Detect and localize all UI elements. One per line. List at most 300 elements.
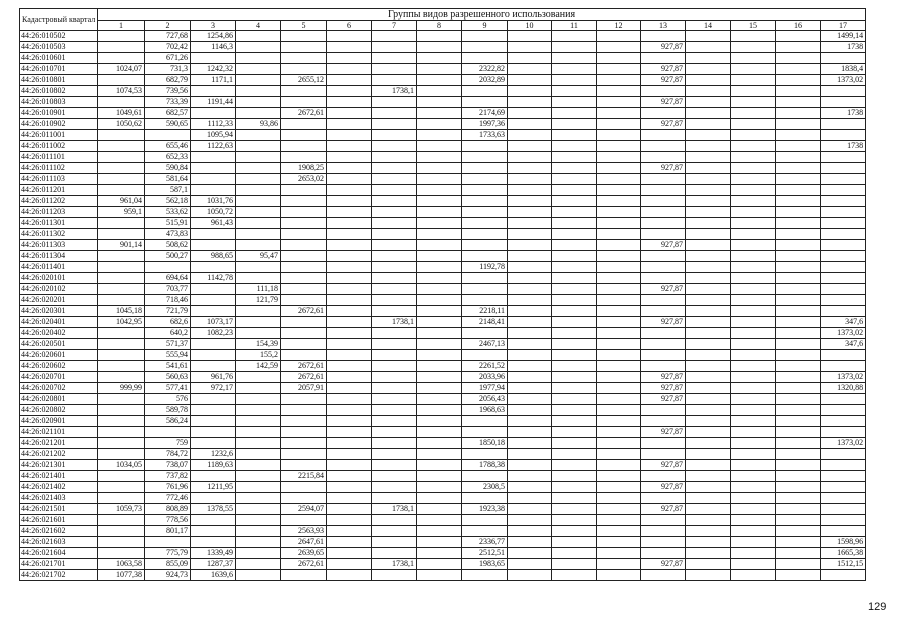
value-cell: 927,87 bbox=[641, 64, 686, 75]
value-cell: 640,2 bbox=[145, 328, 191, 339]
value-cell: 1254,86 bbox=[191, 31, 236, 42]
kvartal-cell: 44:26:020101 bbox=[20, 273, 98, 284]
value-cell: 1339,49 bbox=[191, 548, 236, 559]
value-cell bbox=[327, 119, 372, 130]
value-cell bbox=[462, 218, 508, 229]
value-cell bbox=[821, 262, 866, 273]
value-cell: 1050,62 bbox=[98, 119, 145, 130]
value-cell bbox=[327, 108, 372, 119]
value-cell bbox=[372, 416, 417, 427]
value-cell: 1146,3 bbox=[191, 42, 236, 53]
value-cell bbox=[686, 515, 731, 526]
value-cell bbox=[236, 229, 281, 240]
value-cell bbox=[462, 97, 508, 108]
value-cell bbox=[417, 218, 462, 229]
value-cell bbox=[236, 570, 281, 581]
value-cell: 2033,96 bbox=[462, 372, 508, 383]
value-cell bbox=[552, 185, 597, 196]
value-cell: 1665,38 bbox=[821, 548, 866, 559]
value-cell bbox=[236, 97, 281, 108]
value-cell bbox=[327, 438, 372, 449]
value-cell bbox=[462, 284, 508, 295]
value-cell bbox=[236, 427, 281, 438]
value-cell bbox=[98, 427, 145, 438]
value-cell bbox=[731, 64, 776, 75]
value-cell bbox=[552, 97, 597, 108]
table-row bbox=[20, 119, 866, 130]
value-cell bbox=[327, 471, 372, 482]
value-cell bbox=[821, 185, 866, 196]
value-cell bbox=[191, 339, 236, 350]
column-number-8: 8 bbox=[417, 21, 462, 31]
value-cell bbox=[776, 460, 821, 471]
value-cell bbox=[145, 130, 191, 141]
value-cell: 95,47 bbox=[236, 251, 281, 262]
value-cell bbox=[776, 361, 821, 372]
value-cell bbox=[327, 482, 372, 493]
value-cell bbox=[731, 449, 776, 460]
kvartal-cell: 44:26:011304 bbox=[20, 251, 98, 262]
value-cell: 1968,63 bbox=[462, 405, 508, 416]
value-cell bbox=[372, 42, 417, 53]
value-cell bbox=[98, 218, 145, 229]
value-cell bbox=[776, 559, 821, 570]
value-cell bbox=[417, 141, 462, 152]
value-cell: 972,17 bbox=[191, 383, 236, 394]
value-cell bbox=[552, 53, 597, 64]
value-cell bbox=[98, 97, 145, 108]
value-cell bbox=[372, 229, 417, 240]
value-cell bbox=[731, 152, 776, 163]
value-cell bbox=[417, 328, 462, 339]
value-cell bbox=[508, 130, 552, 141]
value-cell bbox=[236, 460, 281, 471]
value-cell bbox=[641, 328, 686, 339]
value-cell: 1923,38 bbox=[462, 504, 508, 515]
value-cell bbox=[327, 460, 372, 471]
value-cell bbox=[508, 460, 552, 471]
value-cell bbox=[821, 361, 866, 372]
value-cell bbox=[776, 537, 821, 548]
value-cell bbox=[236, 64, 281, 75]
value-cell bbox=[731, 108, 776, 119]
value-cell bbox=[281, 493, 327, 504]
value-cell bbox=[686, 174, 731, 185]
value-cell bbox=[641, 361, 686, 372]
value-cell bbox=[641, 570, 686, 581]
value-cell bbox=[98, 141, 145, 152]
value-cell bbox=[508, 97, 552, 108]
value-cell bbox=[552, 493, 597, 504]
value-cell bbox=[776, 97, 821, 108]
value-cell bbox=[508, 427, 552, 438]
value-cell bbox=[327, 372, 372, 383]
value-cell bbox=[597, 427, 641, 438]
value-cell bbox=[417, 449, 462, 460]
column-number-14: 14 bbox=[686, 21, 731, 31]
value-cell bbox=[641, 262, 686, 273]
value-cell: 1122,63 bbox=[191, 141, 236, 152]
value-cell: 1042,95 bbox=[98, 317, 145, 328]
value-cell bbox=[327, 526, 372, 537]
value-cell bbox=[417, 64, 462, 75]
kvartal-cell: 44:26:011002 bbox=[20, 141, 98, 152]
value-cell bbox=[641, 526, 686, 537]
value-cell bbox=[776, 515, 821, 526]
value-cell bbox=[508, 570, 552, 581]
table-row bbox=[20, 229, 866, 240]
value-cell bbox=[417, 108, 462, 119]
value-cell bbox=[776, 229, 821, 240]
column-number-5: 5 bbox=[281, 21, 327, 31]
value-cell bbox=[417, 229, 462, 240]
value-cell bbox=[597, 185, 641, 196]
value-cell: 1598,96 bbox=[821, 537, 866, 548]
value-cell bbox=[327, 548, 372, 559]
value-cell bbox=[597, 350, 641, 361]
value-cell: 1077,38 bbox=[98, 570, 145, 581]
value-cell bbox=[821, 240, 866, 251]
value-cell: 562,18 bbox=[145, 196, 191, 207]
value-cell bbox=[776, 108, 821, 119]
value-cell bbox=[776, 383, 821, 394]
value-cell bbox=[417, 97, 462, 108]
table-row bbox=[20, 438, 866, 449]
value-cell bbox=[686, 240, 731, 251]
value-cell bbox=[597, 218, 641, 229]
value-cell bbox=[372, 163, 417, 174]
value-cell: 2322,82 bbox=[462, 64, 508, 75]
value-cell bbox=[731, 163, 776, 174]
value-cell bbox=[281, 482, 327, 493]
value-cell bbox=[552, 262, 597, 273]
table-body bbox=[20, 31, 866, 581]
kvartal-cell: 44:26:010803 bbox=[20, 97, 98, 108]
value-cell bbox=[686, 141, 731, 152]
kvartal-cell: 44:26:010901 bbox=[20, 108, 98, 119]
kvartal-cell: 44:26:020701 bbox=[20, 372, 98, 383]
kvartal-cell: 44:26:010503 bbox=[20, 42, 98, 53]
value-cell: 1074,53 bbox=[98, 86, 145, 97]
value-cell: 1049,61 bbox=[98, 108, 145, 119]
value-cell bbox=[552, 361, 597, 372]
value-cell bbox=[327, 163, 372, 174]
value-cell bbox=[552, 152, 597, 163]
value-cell: 1977,94 bbox=[462, 383, 508, 394]
value-cell: 961,04 bbox=[98, 196, 145, 207]
value-cell: 1232,6 bbox=[191, 449, 236, 460]
kvartal-cell: 44:26:011101 bbox=[20, 152, 98, 163]
value-cell bbox=[508, 86, 552, 97]
value-cell bbox=[731, 97, 776, 108]
value-cell bbox=[552, 108, 597, 119]
value-cell: 682,57 bbox=[145, 108, 191, 119]
value-cell bbox=[372, 361, 417, 372]
value-cell bbox=[236, 273, 281, 284]
value-cell bbox=[417, 504, 462, 515]
value-cell bbox=[552, 141, 597, 152]
value-cell bbox=[597, 284, 641, 295]
value-cell bbox=[281, 394, 327, 405]
value-cell bbox=[372, 306, 417, 317]
value-cell bbox=[372, 339, 417, 350]
kvartal-cell: 44:26:020201 bbox=[20, 295, 98, 306]
value-cell bbox=[776, 317, 821, 328]
kvartal-cell: 44:26:011203 bbox=[20, 207, 98, 218]
value-cell bbox=[508, 383, 552, 394]
value-cell bbox=[462, 152, 508, 163]
value-cell bbox=[552, 119, 597, 130]
value-cell bbox=[462, 53, 508, 64]
value-cell bbox=[98, 526, 145, 537]
value-cell bbox=[417, 174, 462, 185]
value-cell bbox=[731, 119, 776, 130]
value-cell bbox=[372, 438, 417, 449]
value-cell bbox=[372, 405, 417, 416]
value-cell bbox=[552, 383, 597, 394]
value-cell: 1378,55 bbox=[191, 504, 236, 515]
column-number-17: 17 bbox=[821, 21, 866, 31]
value-cell bbox=[552, 218, 597, 229]
value-cell: 541,61 bbox=[145, 361, 191, 372]
value-cell bbox=[417, 339, 462, 350]
table-row bbox=[20, 295, 866, 306]
value-cell bbox=[417, 295, 462, 306]
value-cell: 1788,38 bbox=[462, 460, 508, 471]
value-cell: 772,46 bbox=[145, 493, 191, 504]
value-cell bbox=[98, 31, 145, 42]
value-cell bbox=[462, 31, 508, 42]
table-row bbox=[20, 383, 866, 394]
value-cell bbox=[281, 218, 327, 229]
value-cell: 577,41 bbox=[145, 383, 191, 394]
value-cell bbox=[821, 207, 866, 218]
value-cell: 924,73 bbox=[145, 570, 191, 581]
value-cell bbox=[417, 306, 462, 317]
kvartal-cell: 44:26:010502 bbox=[20, 31, 98, 42]
value-cell bbox=[686, 449, 731, 460]
value-cell bbox=[236, 548, 281, 559]
column-number-15: 15 bbox=[731, 21, 776, 31]
value-cell: 347,6 bbox=[821, 317, 866, 328]
value-cell bbox=[372, 262, 417, 273]
value-cell: 682,79 bbox=[145, 75, 191, 86]
value-cell: 1242,32 bbox=[191, 64, 236, 75]
value-cell: 2512,51 bbox=[462, 548, 508, 559]
value-cell bbox=[236, 482, 281, 493]
value-cell bbox=[508, 218, 552, 229]
value-cell: 2594,07 bbox=[281, 504, 327, 515]
value-cell bbox=[327, 306, 372, 317]
value-cell: 2215,84 bbox=[281, 471, 327, 482]
value-cell bbox=[641, 130, 686, 141]
value-cell: 1983,65 bbox=[462, 559, 508, 570]
value-cell bbox=[98, 163, 145, 174]
value-cell: 1095,94 bbox=[191, 130, 236, 141]
value-cell bbox=[372, 185, 417, 196]
value-cell: 111,18 bbox=[236, 284, 281, 295]
value-cell bbox=[686, 471, 731, 482]
value-cell bbox=[327, 559, 372, 570]
cadastral-table bbox=[19, 8, 866, 581]
value-cell bbox=[327, 383, 372, 394]
value-cell bbox=[327, 449, 372, 460]
value-cell bbox=[821, 196, 866, 207]
value-cell bbox=[641, 295, 686, 306]
kvartal-cell: 44:26:020102 bbox=[20, 284, 98, 295]
value-cell bbox=[372, 515, 417, 526]
value-cell: 590,84 bbox=[145, 163, 191, 174]
value-cell bbox=[776, 295, 821, 306]
value-cell bbox=[462, 42, 508, 53]
value-cell bbox=[552, 460, 597, 471]
value-cell bbox=[327, 493, 372, 504]
value-cell bbox=[641, 273, 686, 284]
value-cell bbox=[281, 240, 327, 251]
value-cell bbox=[191, 471, 236, 482]
value-cell bbox=[508, 328, 552, 339]
value-cell bbox=[191, 174, 236, 185]
value-cell bbox=[641, 108, 686, 119]
value-cell: 1189,63 bbox=[191, 460, 236, 471]
table-row bbox=[20, 163, 866, 174]
value-cell bbox=[641, 207, 686, 218]
value-cell bbox=[462, 515, 508, 526]
value-cell: 927,87 bbox=[641, 284, 686, 295]
value-cell bbox=[597, 108, 641, 119]
value-cell bbox=[641, 86, 686, 97]
value-cell bbox=[552, 449, 597, 460]
value-cell bbox=[821, 97, 866, 108]
column-number-16: 16 bbox=[776, 21, 821, 31]
kvartal-cell: 44:26:020402 bbox=[20, 328, 98, 339]
kvartal-cell: 44:26:021401 bbox=[20, 471, 98, 482]
value-cell: 533,62 bbox=[145, 207, 191, 218]
value-cell bbox=[236, 196, 281, 207]
value-cell: 2467,13 bbox=[462, 339, 508, 350]
value-cell bbox=[417, 394, 462, 405]
table-row bbox=[20, 240, 866, 251]
value-cell bbox=[417, 526, 462, 537]
value-cell bbox=[191, 394, 236, 405]
value-cell bbox=[552, 394, 597, 405]
value-cell bbox=[508, 53, 552, 64]
value-cell bbox=[552, 537, 597, 548]
value-cell: 927,87 bbox=[641, 317, 686, 328]
value-cell bbox=[552, 42, 597, 53]
value-cell bbox=[191, 295, 236, 306]
value-cell bbox=[281, 515, 327, 526]
kvartal-cell: 44:26:021101 bbox=[20, 427, 98, 438]
value-cell: 855,09 bbox=[145, 559, 191, 570]
value-cell bbox=[776, 141, 821, 152]
value-cell bbox=[98, 438, 145, 449]
value-cell bbox=[327, 537, 372, 548]
value-cell bbox=[731, 75, 776, 86]
value-cell: 2174,69 bbox=[462, 108, 508, 119]
value-cell: 759 bbox=[145, 438, 191, 449]
value-cell bbox=[417, 75, 462, 86]
value-cell bbox=[597, 460, 641, 471]
value-cell bbox=[552, 482, 597, 493]
value-cell bbox=[236, 218, 281, 229]
value-cell bbox=[597, 75, 641, 86]
value-cell bbox=[686, 306, 731, 317]
value-cell bbox=[508, 284, 552, 295]
value-cell bbox=[597, 86, 641, 97]
value-cell: 2653,02 bbox=[281, 174, 327, 185]
value-cell bbox=[508, 108, 552, 119]
value-cell: 784,72 bbox=[145, 449, 191, 460]
value-cell bbox=[641, 251, 686, 262]
value-cell bbox=[508, 251, 552, 262]
value-cell bbox=[281, 141, 327, 152]
value-cell bbox=[597, 207, 641, 218]
value-cell bbox=[462, 273, 508, 284]
value-cell bbox=[236, 537, 281, 548]
value-cell: 1073,17 bbox=[191, 317, 236, 328]
value-cell bbox=[327, 207, 372, 218]
table-row bbox=[20, 416, 866, 427]
value-cell bbox=[417, 196, 462, 207]
kvartal-cell: 44:26:021201 bbox=[20, 438, 98, 449]
value-cell bbox=[327, 273, 372, 284]
value-cell bbox=[686, 229, 731, 240]
value-cell bbox=[372, 75, 417, 86]
value-cell bbox=[686, 64, 731, 75]
value-cell: 927,87 bbox=[641, 163, 686, 174]
value-cell bbox=[236, 449, 281, 460]
kvartal-cell: 44:26:021603 bbox=[20, 537, 98, 548]
table-row bbox=[20, 64, 866, 75]
table-row bbox=[20, 317, 866, 328]
value-cell bbox=[372, 196, 417, 207]
value-cell bbox=[508, 361, 552, 372]
value-cell bbox=[191, 163, 236, 174]
value-cell bbox=[372, 295, 417, 306]
value-cell bbox=[372, 548, 417, 559]
value-cell bbox=[731, 284, 776, 295]
value-cell bbox=[508, 405, 552, 416]
value-cell bbox=[98, 174, 145, 185]
value-cell bbox=[327, 262, 372, 273]
value-cell bbox=[686, 317, 731, 328]
value-cell bbox=[236, 75, 281, 86]
value-cell: 555,94 bbox=[145, 350, 191, 361]
value-cell bbox=[508, 273, 552, 284]
value-cell bbox=[417, 262, 462, 273]
value-cell bbox=[776, 372, 821, 383]
value-cell: 576 bbox=[145, 394, 191, 405]
value-cell bbox=[508, 471, 552, 482]
kvartal-cell: 44:26:010902 bbox=[20, 119, 98, 130]
value-cell bbox=[821, 163, 866, 174]
value-cell bbox=[98, 262, 145, 273]
value-cell: 1211,95 bbox=[191, 482, 236, 493]
value-cell bbox=[597, 97, 641, 108]
value-cell bbox=[281, 53, 327, 64]
value-cell bbox=[597, 339, 641, 350]
value-cell bbox=[731, 548, 776, 559]
value-cell bbox=[821, 504, 866, 515]
value-cell bbox=[98, 482, 145, 493]
value-cell bbox=[281, 339, 327, 350]
value-cell: 702,42 bbox=[145, 42, 191, 53]
value-cell bbox=[508, 306, 552, 317]
value-cell bbox=[191, 284, 236, 295]
value-cell bbox=[327, 141, 372, 152]
value-cell: 1738,1 bbox=[372, 504, 417, 515]
